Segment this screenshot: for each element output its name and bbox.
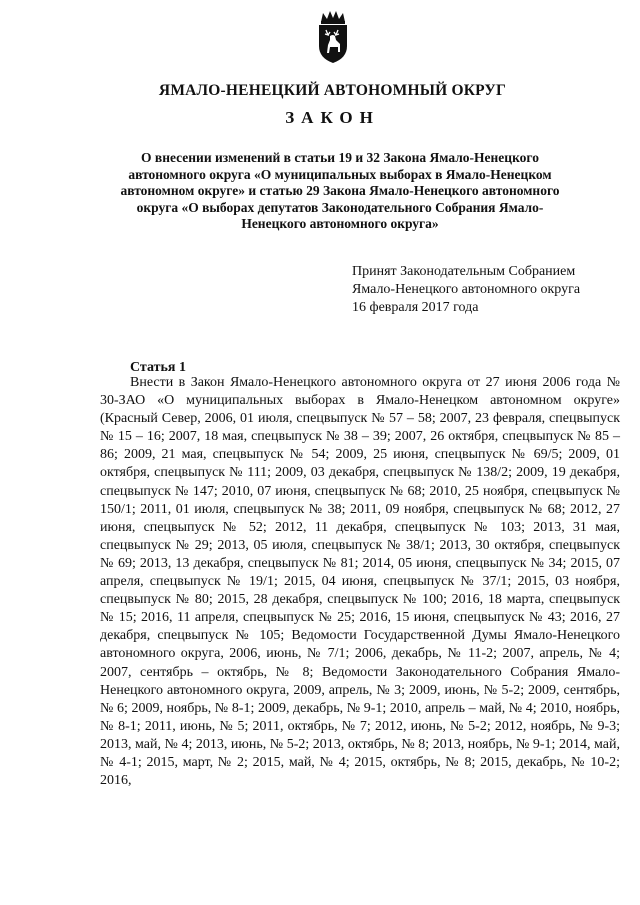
- law-title: О внесении изменений в статьи 19 и 32 Закона Ямало-Ненецкого автономного округа «О муниципальных выборах в Ямало-Ненецком автономном округе» и статью 29 Закона Ямало-Ненецкого автономного округа «О выборах депутатов Законодательного Собрания Ямало-Ненецкого автономного округа»: [120, 150, 560, 231]
- adoption-line-1: Принят Законодательным Собранием: [352, 264, 576, 279]
- article-heading: Статья 1: [130, 360, 186, 375]
- region-name: ЯМАЛО-НЕНЕЦКИЙ АВТОНОМНЫЙ ОКРУГ: [158, 82, 507, 99]
- document-type: ЗАКОН: [285, 108, 380, 127]
- coat-of-arms-icon: [314, 8, 352, 64]
- article-text: Внести в Закон Ямало-Ненецкого автономного округа от 27 июня 2006 года № 30-ЗАО «О муниципальных выборах в Ямало-Ненецком автономном округе» (Красный Север, 2006, 01 июля, спецвыпуск № 57 – 58; 2007, 23 февраля, спецвыпуск № 15 – 16; 2007, 18 мая, спецвыпуск № 38 – 39; 2007, 26 октября, спецвыпуск № 85 – 86; 2009, 21 мая, спецвыпуск № 54; 2009, 25 июня, спецвыпуск № 69/5; 2009, 01 октября, спецвыпуск № 111; 2009, 03 декабря, спецвыпуск № 138/2; 2009, 19 декабря, спецвыпуск № 147; 2010, 07 июня, спецвыпуск № 68; 2010, 25 ноября, спецвыпуск № 150/1; 2011, 01 июля, спецвыпуск № 38; 2011, 09 ноября, спецвыпуск № 68; 2012, 27 июня, спецвыпуск № 52; 2012, 11 декабря, спецвыпуск № 103; 2013, 31 мая, спецвыпуск № 29; 2013, 05 июля, спецвыпуск № 38/1; 2013, 30 октября, спецвыпуск № 69; 2013, 13 декабря, спецвыпуск № 81; 2014, 05 июня, спецвыпуск № 34; 2015, 07 апреля, спецвыпуск № 19/1; 2015, 04 июня, спецвыпуск № 37/1; 2015, 03 ноября, спецвыпуск № 80; 2015, 28 декабря, спецвыпуск № 100; 2016, 18 марта, спецвыпуск № 15; 2016, 11 апреля, спецвыпуск № 25; 2016, 15 июня, спецвыпуск № 43; 2016, 27 декабря, спецвыпуск № 105; Ведомости Государственной Думы Ямало-Ненецкого автономного округа, 2006, июнь, № 7/1; 2006, декабрь, № 11-2; 2007, апрель, № 4; 2007, сентябрь – октябрь, № 8; Ведомости Законодательного Собрания Ямало-Ненецкого автономного округа, 2009, апрель, № 3; 2009, июнь, № 5-2; 2009, сентябрь, № 6; 2009, ноябрь, № 8-1; 2009, декабрь, № 9-1; 2010, апрель – май, № 4; 2010, ноябрь, № 8-1; 2011, июнь, № 5; 2011, октябрь, № 7; 2012, июнь, № 5-2; 2012, ноябрь, № 9-3; 2013, май, № 4; 2013, июнь, № 5-2; 2013, октябрь, № 8; 2013, ноябрь, № 9-1; 2014, май, № 4-1; 2015, март, № 2; 2015, май, № 4; 2015, октябрь, № 8; 2015, декабрь, № 10-2; 2016,: [100, 375, 620, 789]
- adoption-block: [352, 263, 622, 317]
- adoption-line-2: Ямало-Ненецкого автономного округа: [352, 282, 581, 297]
- adoption-date: 16 февраля 2017 года: [352, 300, 479, 315]
